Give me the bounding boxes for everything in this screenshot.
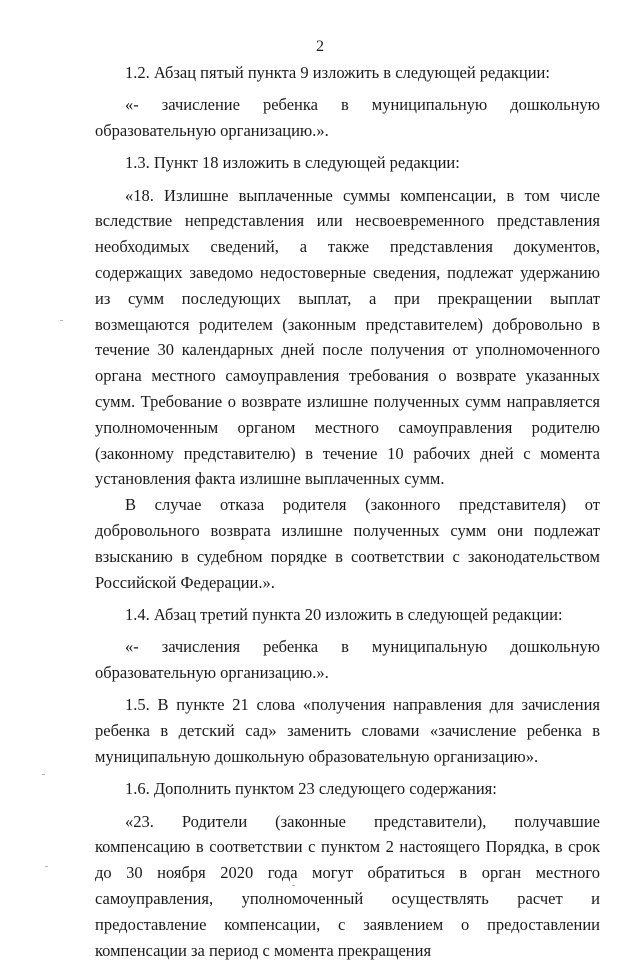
page-number: 2: [316, 38, 324, 55]
scan-speck: [45, 866, 48, 867]
paragraph-23-text: «23. Родители (законные представители), получавшие компенсацию в соответствии с пунктом 2 настоящего Порядка, в срок до 30 ноября 2020 года могут обратиться в орган местного самоуправления, уполномоченный осуществлять расчет и предоставление компенсации, с заявлением о предоставлении компенсации за период с момента прекращения: [95, 811, 600, 960]
paragraph-1-3: 1.3. Пункт 18 изложить в следующей редакции:: [125, 153, 460, 173]
paragraph-1-2: 1.2. Абзац пятый пункта 9 изложить в следующей редакции:: [125, 63, 550, 82]
scan-speck: [42, 774, 45, 775]
document-body: [95, 60, 600, 963]
paragraph-1-4: 1.4. Абзац третий пункта 20 изложить в следующей редакции:: [125, 604, 563, 624]
paragraph-1-4-text: «- зачисления ребенка в муниципальную дошкольную образовательную организацию.».: [95, 637, 600, 683]
paragraph-1-6: 1.6. Дополнить пунктом 23 следующего содержания:: [125, 779, 497, 799]
paragraph-1-5: 1.5. В пункте 21 слова «получения направления для зачисления ребенка в детский сад» заменить словами «зачисление ребенка в муниципальную дошкольную образовательную организацию».: [95, 695, 600, 766]
scan-speck: [60, 320, 63, 321]
paragraph-18-text: «18. Излишне выплаченные суммы компенсации, в том числе вследствие непредставления или несвоевременного представления необходимых сведений, а также представления документов, содержащих заведомо недостоверные сведения, подлежат удержанию из сумм последующих выплат, а при прекращении выплат возмещаются родителем (законным представителем) добровольно в течение 30 календарных дней после получения от уполномоченного органа местного самоуправления требования о возврате указанных сумм. Требование о возврате излишне полученных сумм направляется уполномоченным органом местного самоуправления родителю (законному представителю) в течение 10 рабочих дней с момента установления факта излишне выплаченных сумм.: [95, 185, 600, 489]
paragraph-refusal: В случае отказа родителя (законного представителя) от добровольного возврата излишне полученных сумм они подлежат взысканию в судебном порядке в соответствии с законодательством Российской Федерации.».: [95, 495, 600, 592]
scan-speck: [292, 885, 295, 886]
paragraph-1-2-text: «- зачисление ребенка в муниципальную дошкольную образовательную организацию.».: [95, 95, 600, 141]
